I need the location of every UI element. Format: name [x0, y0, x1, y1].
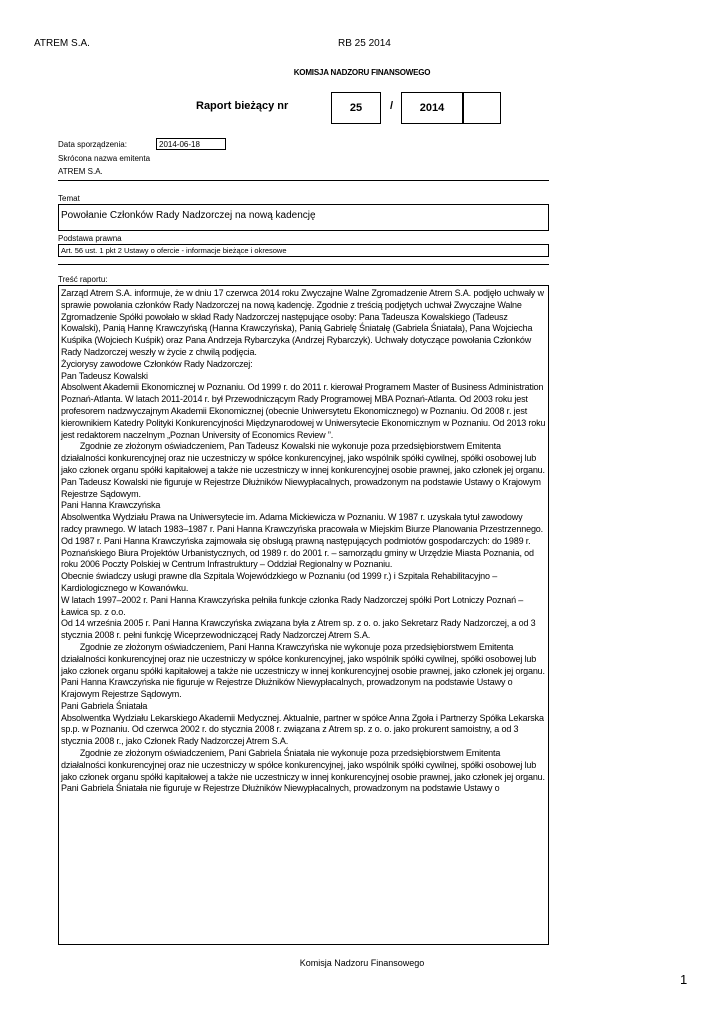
- header-report-id: RB 25 2014: [338, 38, 391, 49]
- subject-label: Temat: [58, 194, 80, 203]
- commission-title: KOMISJA NADZORU FINANSOWEGO: [293, 68, 431, 77]
- content-paragraph: Pani Gabriela Śniatała: [61, 700, 148, 711]
- content-paragraph: Absolwentka Wydziału Prawa na Uniwersytecie im. Adama Mickiewicza w Poznaniu. W 1987 r. uzyskała tytuł zawodowy radcy prawnego. W latach 1983–1987 r. Pani Hanna Krawczyńska pracowała w Miejskim Biurze Planowania Przestrzennego. Od 1987 r. Pani Hanna Krawczyńska zajmowała się obsługą prawną następujących podmiotów gospodarczych: do 1989 r. Poznańskiego Biura Projektów Urbanistycznych, od 1989 r. do 2001 r. – samorządu gminy w Urzędzie Miasta Poznania, od roku 2006 Poczty Polskiej w Centrum Infrastruktury – Oddział Regionalny w Poznaniu.: [61, 512, 546, 570]
- content-paragraph: Pani Gabriela Śniatała nie figuruje w Rejestrze Dłużników Niewypłacalnych, prowadzonym na podstawie Ustawy o: [61, 783, 500, 794]
- report-year-box: [401, 92, 463, 124]
- content-paragraph: Zgodnie ze złożonym oświadczeniem, Pani Hanna Krawczyńska nie wykonuje poza przedsiębiorstwem Emitenta działalności konkurencyjnej oraz nie uczestniczy w spółce konkurencyjnej, jako wspólnik spółki cywilnej, spółki osobowej lub jako członek organu spółki kapitałowej a także nie uczestniczy w innej konkurencyjnej osobie prawnej, jako członek jej organu.: [61, 641, 545, 676]
- content-paragraph: Obecnie świadczy usługi prawne dla Szpitala Wojewódzkiego w Poznaniu (od 1999 r.) i Szpitala Rehabilitacyjno – Kardiologicznego w Kowanówku.: [61, 571, 500, 593]
- content-paragraph: Zarząd Atrem S.A. informuje, że w dniu 17 czerwca 2014 roku Zwyczajne Walne Zgromadzenie Atrem S.A. podjęło uchwały w sprawie powołania członków Rady Nadzorczej na nową kadencję. Zgodnie z treścią podjętych uchwał Zwyczajne Walne Zgromadzenie Spółki powołało w skład Rady Nadzorczej następujące osoby: Pana Tadeusza Kowalskiego (Tadeusz Kowalski), Panią Hannę Krawczyńską (Hanna Krawczyńska), Panią Gabrielę Śniatałę (Gabriela Śniatała), Pana Wojciecha Kuśpika (Wojciech Kuśpik) oraz Pana Andrzeja Rybarczyka (Andrzej Rybarczyk). Uchwały dotyczące powołania Członków Rady Nadzorczej weszły w życie z chwilą podjęcia.: [61, 288, 547, 357]
- report-number-box: [331, 92, 381, 124]
- legal-basis-field: [58, 244, 549, 257]
- date-label: Data sporządzenia:: [58, 140, 127, 149]
- issuer-short-label: Skrócona nazwa emitenta: [58, 154, 151, 163]
- legal-basis-label: Podstawa prawna: [58, 234, 122, 243]
- content-paragraph: W latach 1997–2002 r. Pani Hanna Krawczyńska pełniła funkcje członka Rady Nadzorczej spółki Port Lotniczy Poznań – Ławica sp. z o.o.: [61, 594, 526, 617]
- content-paragraph: Absolwent Akademii Ekonomicznej w Poznaniu. Od 1999 r. do 2011 r. kierował Programem Master of Business Administration Poznań-Atlanta. W latach 2011-2014 r. był Przewodniczącym Rady Programowej MBA Poznań-Atlanta. Od 2003 roku jest profesorem nadzwyczajnym Akademii Ekonomicznej (obecnie Uniwersytetu Ekonomicznego) w Poznaniu. Od 2008 r. jest kierownikiem Katedry Polityki Konkurencyjności Międzynarodowej w Uniwersytecie Ekonomicznym w Poznaniu. Od 2013 roku jest redaktorem naczelnym „Poznan University of Economics Review ”.: [61, 382, 548, 440]
- content-paragraph: Życiorysy zawodowe Członków Rady Nadzorczej:: [61, 358, 253, 369]
- report-label: Raport bieżący nr: [196, 100, 289, 112]
- page-footer: Komisja Nadzoru Finansowego: [299, 958, 425, 968]
- date-value: 2014-06-18: [159, 140, 200, 149]
- content-paragraph: Pan Tadeusz Kowalski: [61, 370, 148, 381]
- header-issuer: ATREM S.A.: [34, 38, 90, 49]
- subject-field: [58, 204, 549, 231]
- subject-value: Powołanie Członków Rady Nadzorczej na nową kadencję: [61, 210, 316, 221]
- content-paragraph: Pan Tadeusz Kowalski nie figuruje w Rejestrze Dłużników Niewypłacalnych, prowadzonym na podstawie Ustawy o Krajowym Rejestrze Sądowym.: [61, 476, 544, 499]
- report-separator: /: [390, 100, 394, 112]
- date-field: [156, 138, 226, 150]
- content-paragraph: Pani Hanna Krawczyńska: [61, 500, 161, 511]
- report-number: 25: [349, 102, 363, 114]
- divider: [58, 180, 549, 181]
- report-year: 2014: [419, 102, 445, 114]
- issuer-short-value: ATREM S.A.: [58, 167, 103, 176]
- report-empty-box: [463, 92, 501, 124]
- content-paragraph: Pani Hanna Krawczyńska nie figuruje w Rejestrze Dłużników Niewypłacalnych, prowadzonym na podstawie Ustawy o Krajowym Rejestrze Sądowym.: [61, 677, 515, 700]
- content-label: Treść raportu:: [58, 275, 108, 284]
- content-paragraph: Zgodnie ze złożonym oświadczeniem, Pani Gabriela Śniatała nie wykonuje poza przedsiębiorstwem Emitenta działalności konkurencyjnej oraz nie uczestniczy w spółce konkurencyjnej, jako wspólnik spółki cywilnej, spółki osobowej lub jako członek organu spółki kapitałowej a także nie uczestniczy w innej konkurencyjnej osobie prawnej, jako członek jej organu.: [61, 748, 545, 782]
- content-paragraph: Zgodnie ze złożonym oświadczeniem, Pan Tadeusz Kowalski nie wykonuje poza przedsiębiorstwem Emitenta działalności konkurencyjnej oraz nie uczestniczy w spółce konkurencyjnej, jako wspólnik spółki cywilnej, spółki osobowej lub jako członek organu spółki kapitałowej a także nie uczestniczy w innej konkurencyjnej osobie prawnej, jako członek jej organu.: [61, 441, 545, 475]
- report-content: [58, 285, 549, 945]
- content-paragraph: Absolwentka Wydziału Lekarskiego Akademii Medycznej. Aktualnie, partner w spółce Anna Zgoła i Partnerzy Spółka Lekarska sp.p. w Poznaniu. Od czerwca 2002 r. do stycznia 2008 r. związana z Atrem sp. z o. o. jako prokurent samoistny, a od 3 stycznia 2008 r., jako Członek Rady Nadzorczej Atrem S.A.: [61, 712, 547, 747]
- divider: [58, 264, 549, 265]
- content-paragraph: Od 14 września 2005 r. Pani Hanna Krawczyńska związana była z Atrem sp. z o. o. jako Sekretarz Rady Nadzorczej, a od 3 stycznia 2008 r. pełni funkcję Wiceprzewodniczącej Rady Nadzorczej Atrem S.A.: [61, 618, 538, 641]
- page-number: 1: [680, 972, 688, 987]
- legal-basis-value: Art. 56 ust. 1 pkt 2 Ustawy o ofercie - informacje bieżące i okresowe: [61, 246, 287, 255]
